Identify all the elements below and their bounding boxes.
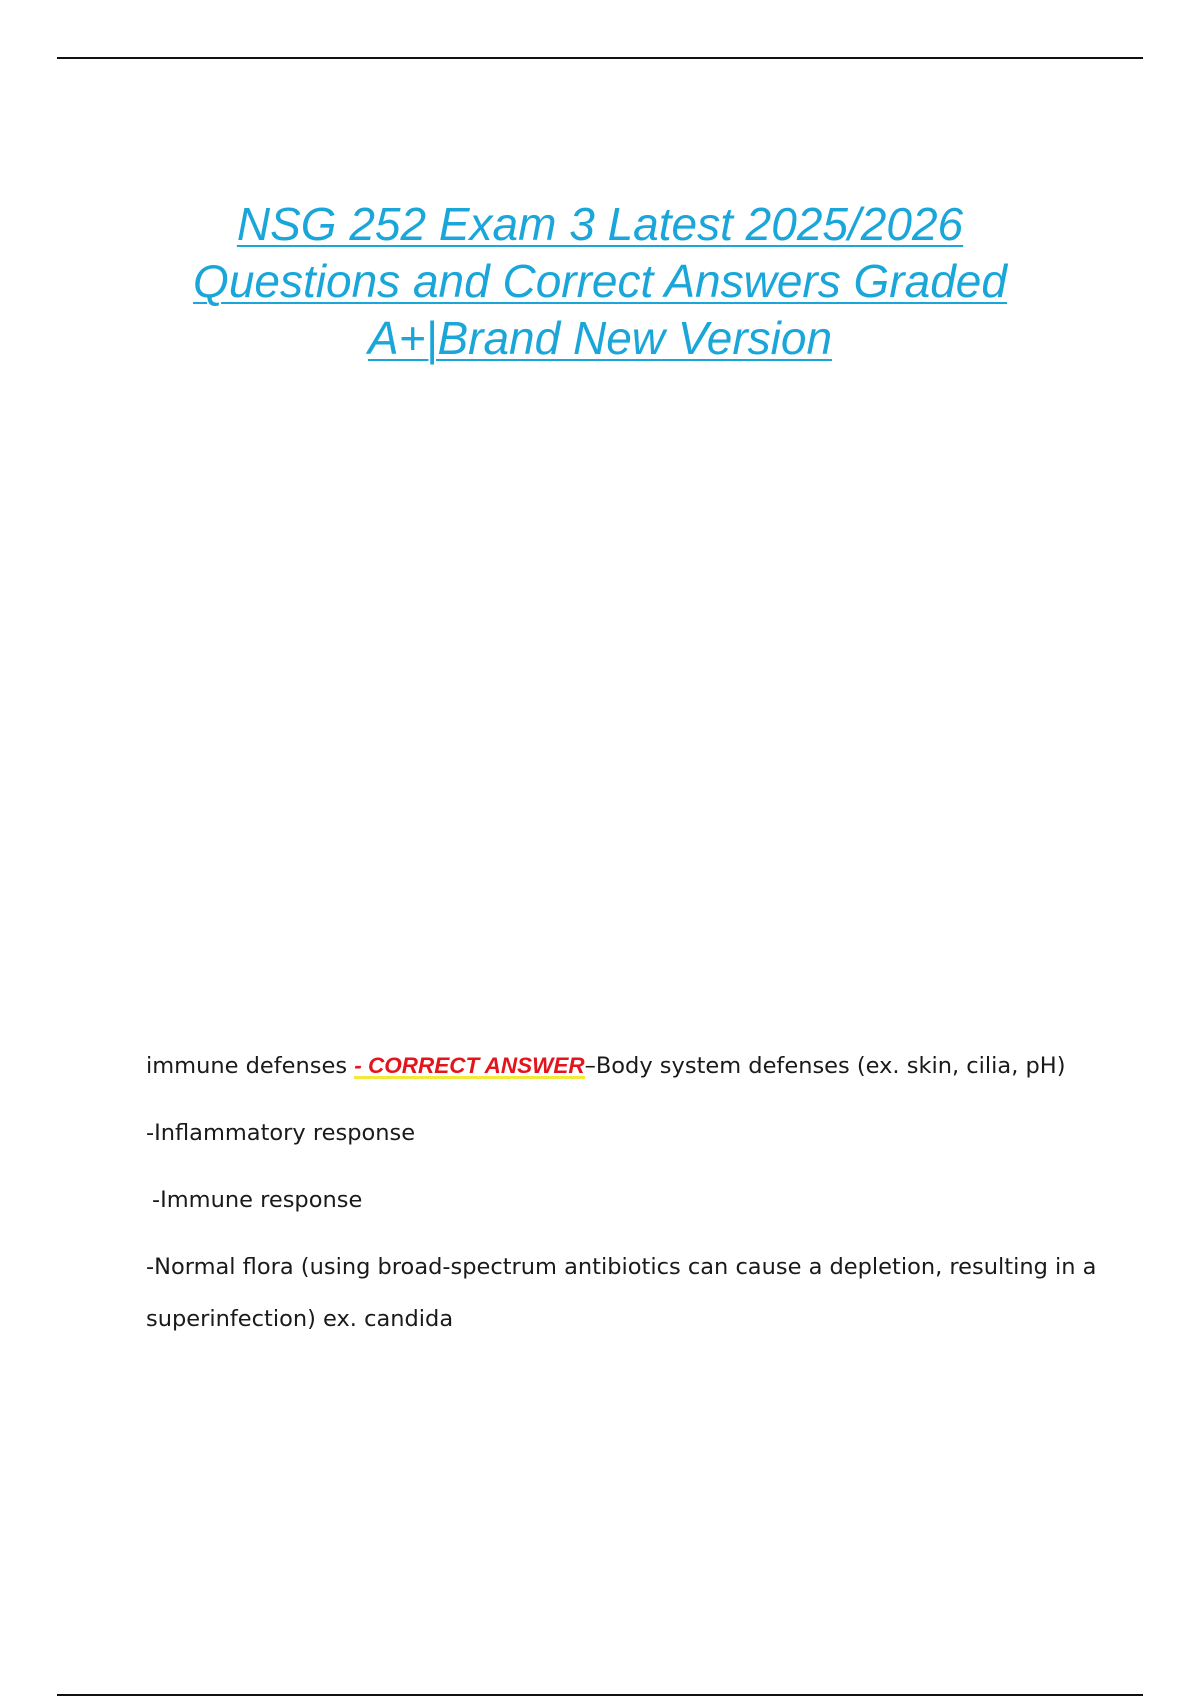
title-line-3 [100, 310, 1100, 367]
correct-answer-tag: - CORRECT ANSWER [354, 1053, 585, 1078]
title-line-2 [100, 253, 1100, 310]
answer-line-immune: -Immune response [152, 1187, 363, 1213]
header-rule [57, 57, 1143, 59]
title-link-2[interactable]: Questions and Correct Answers Graded [193, 255, 1007, 307]
question-term: immune defenses [146, 1053, 355, 1079]
question-answer-block [146, 1040, 1106, 1345]
document-title [100, 196, 1100, 367]
answer-line-normal-flora: -Normal flora (using broad-spectrum antibiotics can cause a depletion, resulting in a superinfection) ex. candida [146, 1254, 1097, 1332]
title-line-1 [100, 196, 1100, 253]
question-paragraph [146, 1040, 1106, 1092]
answer-lead-text: –Body system defenses (ex. skin, cilia, pH) [584, 1053, 1066, 1079]
title-link-3[interactable]: A+|Brand New Version [367, 312, 833, 364]
title-link-1[interactable]: NSG 252 Exam 3 Latest 2025/2026 [236, 198, 964, 250]
footer-rule [57, 1694, 1143, 1696]
answer-line-inflammatory: -Inflammatory response [146, 1120, 416, 1146]
